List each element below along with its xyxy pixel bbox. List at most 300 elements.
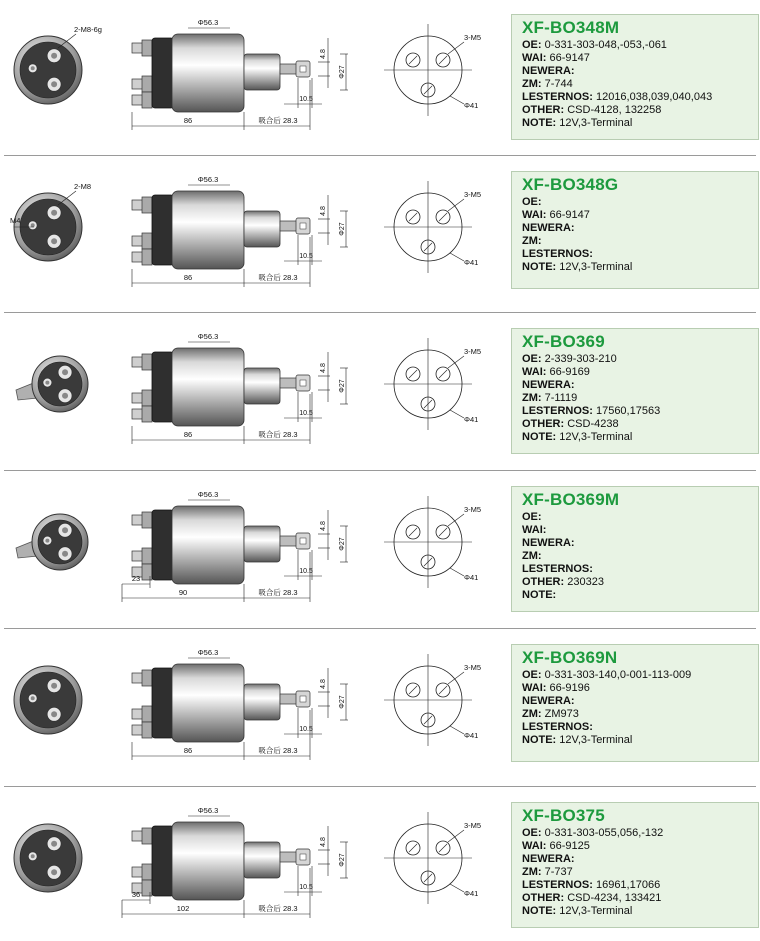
plunger-height-label: 4.8 xyxy=(320,49,327,59)
spec-label: OE: xyxy=(522,669,542,681)
terminal-nut xyxy=(142,76,152,92)
solenoid-body xyxy=(172,191,244,269)
body-diameter-label: Φ56.3 xyxy=(197,490,219,499)
face-diameter-label: Φ41 xyxy=(464,731,479,740)
spec-value: 66-9169 xyxy=(546,366,590,378)
spec-line xyxy=(522,235,758,248)
spec-label: LESTERNOS: xyxy=(522,879,593,891)
terminal-end-view xyxy=(10,165,110,305)
spec-label: NEWERA: xyxy=(522,65,575,77)
bolt-thread xyxy=(51,53,57,59)
spec-label: WAI: xyxy=(522,682,547,694)
flange-diameter-label: Φ27 xyxy=(339,222,346,236)
spec-line xyxy=(522,669,758,682)
end-view-panel xyxy=(10,165,110,305)
spec-label: LESTERNOS: xyxy=(522,405,593,417)
spec-label: LESTERNOS: xyxy=(522,248,593,260)
spec-line xyxy=(522,734,758,747)
bolt-thread xyxy=(51,711,57,717)
bolt-thread xyxy=(31,66,35,70)
spec-label: WAI: xyxy=(522,366,547,378)
spec-label: NOTE: xyxy=(522,117,557,129)
product-row xyxy=(0,322,760,462)
diameter-leader xyxy=(450,410,464,418)
body-diameter-label: Φ56.3 xyxy=(197,175,219,184)
terminal-nut xyxy=(142,564,152,580)
spec-line xyxy=(522,248,758,261)
body-length-label: 86 xyxy=(183,273,193,282)
spec-line xyxy=(522,550,758,563)
spec-label: OTHER: xyxy=(522,576,565,588)
side-view-panel xyxy=(118,480,368,620)
spec-value: 12V,3-Terminal xyxy=(556,734,633,746)
terminal-nut xyxy=(142,880,152,896)
spec-label: LESTERNOS: xyxy=(522,721,593,733)
plunger-width-label: 10.5 xyxy=(299,253,313,260)
terminal-nut xyxy=(142,864,152,880)
solenoid-cap xyxy=(152,668,174,738)
plunger-hole xyxy=(300,696,306,702)
product-info-card xyxy=(511,802,759,928)
body-length-label: 86 xyxy=(183,116,193,125)
spec-label: NOTE: xyxy=(522,734,557,746)
holes-label: 3-M5 xyxy=(464,821,482,830)
product-info-card xyxy=(511,644,759,762)
plunger-width-label: 10.5 xyxy=(299,726,313,733)
spec-line xyxy=(522,405,758,418)
plunger-height-label: 4.8 xyxy=(320,521,327,531)
spec-value: 66-9125 xyxy=(546,840,590,852)
side-thread-label: M4 xyxy=(10,216,21,225)
body-diameter-label: Φ56.3 xyxy=(197,648,219,657)
body-length-label: 86 xyxy=(183,746,193,755)
terminal-end-view xyxy=(10,480,110,620)
mounting-face-view xyxy=(380,322,500,462)
solenoid-cap xyxy=(152,38,174,108)
body-diameter-label: Φ56.3 xyxy=(197,18,219,27)
spec-label: OE: xyxy=(522,39,542,51)
row-divider xyxy=(4,628,756,629)
spec-label: WAI: xyxy=(522,209,547,221)
bolt-thread xyxy=(62,393,68,399)
bolt-thread xyxy=(51,683,57,689)
flange-diameter-label: Φ27 xyxy=(339,65,346,79)
solenoid-body xyxy=(172,34,244,112)
spec-label: OE: xyxy=(522,353,542,365)
mounting-face-view xyxy=(380,638,500,778)
solenoid-body xyxy=(172,348,244,426)
bolt-thread xyxy=(45,381,49,385)
spec-line xyxy=(522,905,758,918)
spec-label: WAI: xyxy=(522,524,547,536)
hole-mark xyxy=(439,686,447,694)
spec-label: ZM: xyxy=(522,550,542,562)
face-view-panel xyxy=(380,165,500,305)
spec-value: 2-339-303-210 xyxy=(541,353,617,365)
face-view-panel xyxy=(380,796,500,936)
bolt-thread xyxy=(31,696,35,700)
spec-label: OTHER: xyxy=(522,418,565,430)
diameter-leader xyxy=(450,884,464,892)
solenoid-nose xyxy=(244,684,280,720)
solenoid-nose xyxy=(244,211,280,247)
hole-mark xyxy=(439,844,447,852)
spec-label: ZM: xyxy=(522,235,542,247)
spec-line xyxy=(522,537,758,550)
spec-label: NOTE: xyxy=(522,589,557,601)
hole-mark xyxy=(439,528,447,536)
spec-value: 12V,3-Terminal xyxy=(556,431,633,443)
hole-mark xyxy=(439,56,447,64)
spec-value: CSD-4238 xyxy=(564,418,619,430)
product-row xyxy=(0,8,760,148)
terminal-nut xyxy=(142,706,152,722)
spec-value: CSD-4234, 133421 xyxy=(564,892,662,904)
terminal-nut xyxy=(142,197,152,213)
holes-leader xyxy=(448,199,464,211)
spec-line xyxy=(522,392,758,405)
spec-value: 230323 xyxy=(564,576,604,588)
solenoid-side-view xyxy=(118,165,368,305)
body-diameter-label: Φ56.3 xyxy=(197,806,219,815)
spec-line xyxy=(522,879,758,892)
flange-diameter-label: Φ27 xyxy=(339,695,346,709)
product-info-card xyxy=(511,328,759,454)
bolt-thread xyxy=(51,81,57,87)
solenoid-side-view xyxy=(118,322,368,462)
spec-value: 7-737 xyxy=(541,866,573,878)
hole-mark xyxy=(409,56,417,64)
spec-value: 7-744 xyxy=(541,78,573,90)
solenoid-side-view xyxy=(118,480,368,620)
spec-line xyxy=(522,52,758,65)
spec-label: NOTE: xyxy=(522,431,557,443)
spec-value: CSD-4128, 132258 xyxy=(564,104,662,116)
stroke-label: 吸合后 28.3 xyxy=(258,746,298,755)
plunger-width-label: 10.5 xyxy=(299,410,313,417)
spec-value: 12016,038,039,040,043 xyxy=(592,91,713,103)
terminal-nut xyxy=(142,233,152,249)
terminal-end-view xyxy=(10,322,110,462)
hole-mark xyxy=(409,528,417,536)
terminal-nut xyxy=(142,406,152,422)
terminal-nut xyxy=(142,548,152,564)
end-view-panel xyxy=(10,638,110,778)
holes-label: 3-M5 xyxy=(464,190,482,199)
terminal-nut xyxy=(142,512,152,528)
spec-label: NEWERA: xyxy=(522,537,575,549)
spec-value: 17560,17563 xyxy=(592,405,661,417)
product-info-card xyxy=(511,486,759,612)
bolt-thread xyxy=(62,369,68,375)
spec-line xyxy=(522,682,758,695)
product-row xyxy=(0,480,760,620)
hole-mark xyxy=(409,213,417,221)
spec-line xyxy=(522,379,758,392)
end-view-panel xyxy=(10,322,110,462)
flange-diameter-label: Φ27 xyxy=(339,537,346,551)
spec-line xyxy=(522,827,758,840)
spec-label: OTHER: xyxy=(522,892,565,904)
spec-value: 0-331-303-055,056,-132 xyxy=(541,827,664,839)
face-view-panel xyxy=(380,322,500,462)
terminal-end-view xyxy=(10,638,110,778)
holes-leader xyxy=(448,830,464,842)
solenoid-cap xyxy=(152,826,174,896)
bolt-thread xyxy=(51,841,57,847)
stroke-label: 吸合后 28.3 xyxy=(258,273,298,282)
spec-value: 7-1119 xyxy=(541,392,578,404)
holes-leader xyxy=(448,672,464,684)
body-length-label: 90 xyxy=(178,588,188,597)
plunger-hole xyxy=(300,854,306,860)
spec-label: NEWERA: xyxy=(522,222,575,234)
row-divider xyxy=(4,312,756,313)
spec-label: ZM: xyxy=(522,866,542,878)
spec-label: NEWERA: xyxy=(522,379,575,391)
bolt-thread xyxy=(62,527,68,533)
terminal-nut xyxy=(142,92,152,108)
body-length-label: 86 xyxy=(183,430,193,439)
plunger-height-label: 4.8 xyxy=(320,679,327,689)
model-number: XF-BO369N xyxy=(522,648,618,667)
end-view-panel xyxy=(10,480,110,620)
spec-value: 0-331-303-140,0-001-113-009 xyxy=(541,669,692,681)
plunger-hole xyxy=(300,66,306,72)
solenoid-nose xyxy=(244,54,280,90)
plunger-hole xyxy=(300,380,306,386)
spec-label: ZM: xyxy=(522,78,542,90)
spec-value: 66-9147 xyxy=(546,209,590,221)
terminal-nut xyxy=(142,828,152,844)
side-view-panel xyxy=(118,8,368,148)
spec-line xyxy=(522,563,758,576)
spec-line xyxy=(522,65,758,78)
solenoid-body xyxy=(172,506,244,584)
spec-label: WAI: xyxy=(522,52,547,64)
body-length-label: 102 xyxy=(176,904,190,913)
holes-leader xyxy=(448,356,464,368)
holes-label: 3-M5 xyxy=(464,663,482,672)
spec-line xyxy=(522,196,758,209)
spec-line xyxy=(522,892,758,905)
spec-line xyxy=(522,511,758,524)
spec-line xyxy=(522,721,758,734)
bolt-thread xyxy=(31,854,35,858)
solenoid-side-view xyxy=(118,796,368,936)
side-view-panel xyxy=(118,638,368,778)
spec-value: 16961,17066 xyxy=(592,879,661,891)
plunger-width-label: 10.5 xyxy=(299,568,313,575)
terminal-nut xyxy=(142,354,152,370)
mounting-face-view xyxy=(380,165,500,305)
mounting-face-view xyxy=(380,8,500,148)
spec-label: NEWERA: xyxy=(522,695,575,707)
plunger-width-label: 10.5 xyxy=(299,96,313,103)
terminal-end-view xyxy=(10,8,110,148)
model-number: XF-BO369 xyxy=(522,332,605,351)
row-divider xyxy=(4,786,756,787)
face-view-panel xyxy=(380,480,500,620)
solenoid-side-view xyxy=(118,638,368,778)
spec-line xyxy=(522,576,758,589)
spec-label: OE: xyxy=(522,511,542,523)
end-view-panel xyxy=(10,8,110,148)
face-diameter-label: Φ41 xyxy=(464,573,479,582)
spec-line xyxy=(522,104,758,117)
face-diameter-label: Φ41 xyxy=(464,889,479,898)
spec-line xyxy=(522,78,758,91)
holes-label: 3-M5 xyxy=(464,347,482,356)
spec-label: LESTERNOS: xyxy=(522,91,593,103)
spec-label: NEWERA: xyxy=(522,853,575,865)
solenoid-cap xyxy=(152,195,174,265)
side-view-panel xyxy=(118,322,368,462)
bolt-thread xyxy=(62,551,68,557)
terminal-offset-label: 23 xyxy=(131,574,141,583)
bolt-thread xyxy=(51,210,57,216)
spec-label: NOTE: xyxy=(522,905,557,917)
spec-line xyxy=(522,39,758,52)
spec-line xyxy=(522,695,758,708)
terminal-nut xyxy=(142,390,152,406)
plunger-width-label: 10.5 xyxy=(299,884,313,891)
hole-mark xyxy=(439,213,447,221)
spec-line xyxy=(522,866,758,879)
solenoid-body xyxy=(172,822,244,900)
holes-leader xyxy=(448,42,464,54)
holes-label: 3-M5 xyxy=(464,33,482,42)
plunger-hole xyxy=(300,223,306,229)
bolt-thread xyxy=(31,223,35,227)
bolt-thread xyxy=(51,238,57,244)
solenoid-side-view xyxy=(118,8,368,148)
face-view-panel xyxy=(380,638,500,778)
terminal-nut xyxy=(142,670,152,686)
spec-label: OE: xyxy=(522,827,542,839)
bolt-thread xyxy=(51,869,57,875)
stroke-label: 吸合后 28.3 xyxy=(258,904,298,913)
face-diameter-label: Φ41 xyxy=(464,258,479,267)
spec-value: 12V,3-Terminal xyxy=(556,117,633,129)
spec-label: ZM: xyxy=(522,392,542,404)
spec-line xyxy=(522,117,758,130)
spec-label: OTHER: xyxy=(522,104,565,116)
spec-value: 0-331-303-048,-053,-061 xyxy=(541,39,667,51)
spec-line xyxy=(522,222,758,235)
spec-line xyxy=(522,353,758,366)
spec-line xyxy=(522,366,758,379)
side-view-panel xyxy=(118,796,368,936)
spec-value: 66-9196 xyxy=(546,682,590,694)
spec-line xyxy=(522,209,758,222)
spec-value: ZM973 xyxy=(541,708,579,720)
solenoid-nose xyxy=(244,842,280,878)
spec-line xyxy=(522,524,758,537)
stroke-label: 吸合后 28.3 xyxy=(258,116,298,125)
plunger-height-label: 4.8 xyxy=(320,363,327,373)
face-diameter-label: Φ41 xyxy=(464,415,479,424)
model-number: XF-BO348G xyxy=(522,175,619,194)
face-diameter-label: Φ41 xyxy=(464,101,479,110)
solenoid-nose xyxy=(244,526,280,562)
spec-line xyxy=(522,91,758,104)
spec-label: WAI: xyxy=(522,840,547,852)
spec-value: 66-9147 xyxy=(546,52,590,64)
spec-label: LESTERNOS: xyxy=(522,563,593,575)
side-view-panel xyxy=(118,165,368,305)
flange-diameter-label: Φ27 xyxy=(339,379,346,393)
hole-mark xyxy=(439,370,447,378)
row-divider xyxy=(4,155,756,156)
holes-leader xyxy=(448,514,464,526)
plunger-hole xyxy=(300,538,306,544)
diameter-leader xyxy=(450,96,464,104)
hole-mark xyxy=(409,686,417,694)
spec-line xyxy=(522,853,758,866)
solenoid-body xyxy=(172,664,244,742)
hole-mark xyxy=(409,370,417,378)
solenoid-cap xyxy=(152,510,174,580)
terminal-end-view xyxy=(10,796,110,936)
product-info-card xyxy=(511,14,759,140)
model-number: XF-BO348M xyxy=(522,18,620,37)
plunger-height-label: 4.8 xyxy=(320,837,327,847)
mounting-face-view xyxy=(380,480,500,620)
mounting-face-view xyxy=(380,796,500,936)
diameter-leader xyxy=(450,726,464,734)
terminal-offset-label: 36 xyxy=(131,890,141,899)
terminal-nut xyxy=(142,722,152,738)
product-row xyxy=(0,165,760,305)
solenoid-nose xyxy=(244,368,280,404)
row-divider xyxy=(4,470,756,471)
spec-value: 12V,3-Terminal xyxy=(556,261,633,273)
spec-value: 12V,3-Terminal xyxy=(556,905,633,917)
product-row xyxy=(0,638,760,778)
diameter-leader xyxy=(450,253,464,261)
stroke-label: 吸合后 28.3 xyxy=(258,430,298,439)
spec-line xyxy=(522,418,758,431)
plunger-height-label: 4.8 xyxy=(320,206,327,216)
solenoid-cap xyxy=(152,352,174,422)
terminal-nut xyxy=(142,249,152,265)
flange-diameter-label: Φ27 xyxy=(339,853,346,867)
bolt-thread xyxy=(45,539,49,543)
spec-line xyxy=(522,708,758,721)
spec-label: ZM: xyxy=(522,708,542,720)
spec-line xyxy=(522,840,758,853)
end-view-panel xyxy=(10,796,110,936)
spec-line xyxy=(522,431,758,444)
thread-label: 2-M8-6g xyxy=(74,25,102,34)
diameter-leader xyxy=(450,568,464,576)
holes-label: 3-M5 xyxy=(464,505,482,514)
spec-label: NOTE: xyxy=(522,261,557,273)
model-number: XF-BO369M xyxy=(522,490,620,509)
product-info-card xyxy=(511,171,759,289)
terminal-nut xyxy=(142,40,152,56)
spec-label: OE: xyxy=(522,196,542,208)
model-number: XF-BO375 xyxy=(522,806,605,825)
product-row xyxy=(0,796,760,936)
spec-line xyxy=(522,589,758,602)
face-view-panel xyxy=(380,8,500,148)
spec-line xyxy=(522,261,758,274)
hole-mark xyxy=(409,844,417,852)
stroke-label: 吸合后 28.3 xyxy=(258,588,298,597)
body-diameter-label: Φ56.3 xyxy=(197,332,219,341)
